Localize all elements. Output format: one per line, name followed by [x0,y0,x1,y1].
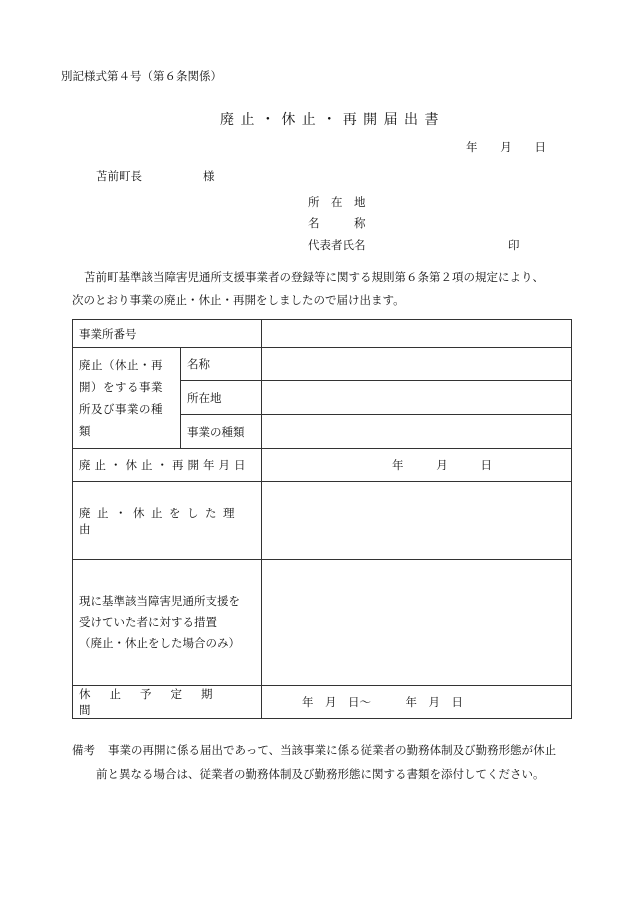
remarks-label: 備考 [72,743,95,757]
reason-field[interactable] [262,482,572,560]
suspension-period-field[interactable] [262,686,572,719]
suspension-period-value: 年 月 日～ 年 月 日 [302,695,463,709]
addressee-honorific: 様 [203,169,215,183]
date-of-change-day: 日 [480,458,492,472]
date-of-change-month: 月 [436,458,448,472]
applicant-representative-label: 代表者氏名 [308,238,366,252]
date-month: 月 [500,140,512,154]
remarks-line-2: 前と異なる場合は、従業者の勤務体制及び勤務形態に関する書類を添付してください。 [96,767,545,781]
office-number-field[interactable] [262,320,572,348]
page-title: 廃 止 ・ 休 止 ・ 再 開 届 出 書 [220,112,440,128]
notification-form-table [72,319,572,719]
remarks-line-1: 事業の再開に係る届出であって、当該事業に係る従業者の勤務体制及び勤務形態が休止 [108,743,557,757]
facility-location-label: 所在地 [181,381,262,415]
reason-label: 廃止・休止をした理由 [73,482,262,560]
date-of-change-year: 年 [392,458,404,472]
facility-label [73,348,181,449]
addressee-name: 苫前町長 [96,169,142,183]
facility-label-text: 廃止（休止・再開）をする事業所及び事業の種類 [79,358,163,438]
date-day: 日 [534,140,546,154]
applicant-location-label: 所 在 地 [308,195,366,209]
intro-line-1: 苫前町基準該当障害児通所支援事業者の登録等に関する規則第６条第２項の規定により、 [84,270,544,284]
measures-label [73,560,262,686]
date-year: 年 [466,140,478,154]
submission-date [466,139,546,155]
form-number: 別記様式第４号（第６条関係） [61,69,222,83]
business-type-label: 事業の種類 [181,415,262,449]
suspension-period-label: 休止予定期間 [73,686,262,719]
measures-label-line-1: 現に基準該当障害児通所支援を [79,594,240,608]
facility-name-field[interactable] [262,348,572,381]
facility-name-label: 名称 [181,348,262,381]
intro-line-2: 次のとおり事業の廃止・休止・再開をしましたので届け出ます。 [72,293,405,307]
measures-label-line-3: （廃止・休止をした場合のみ） [79,636,240,650]
measures-field[interactable] [262,560,572,686]
date-of-change-field[interactable] [262,449,572,482]
office-number-label: 事業所番号 [73,320,262,348]
facility-location-field[interactable] [262,381,572,415]
applicant-name-label: 名 称 [308,216,366,230]
measures-label-line-2: 受けていた者に対する措置 [79,615,217,629]
date-of-change-label: 廃止・休止・再開年月日 [73,449,262,482]
business-type-field[interactable] [262,415,572,449]
seal-mark: 印 [508,238,520,252]
